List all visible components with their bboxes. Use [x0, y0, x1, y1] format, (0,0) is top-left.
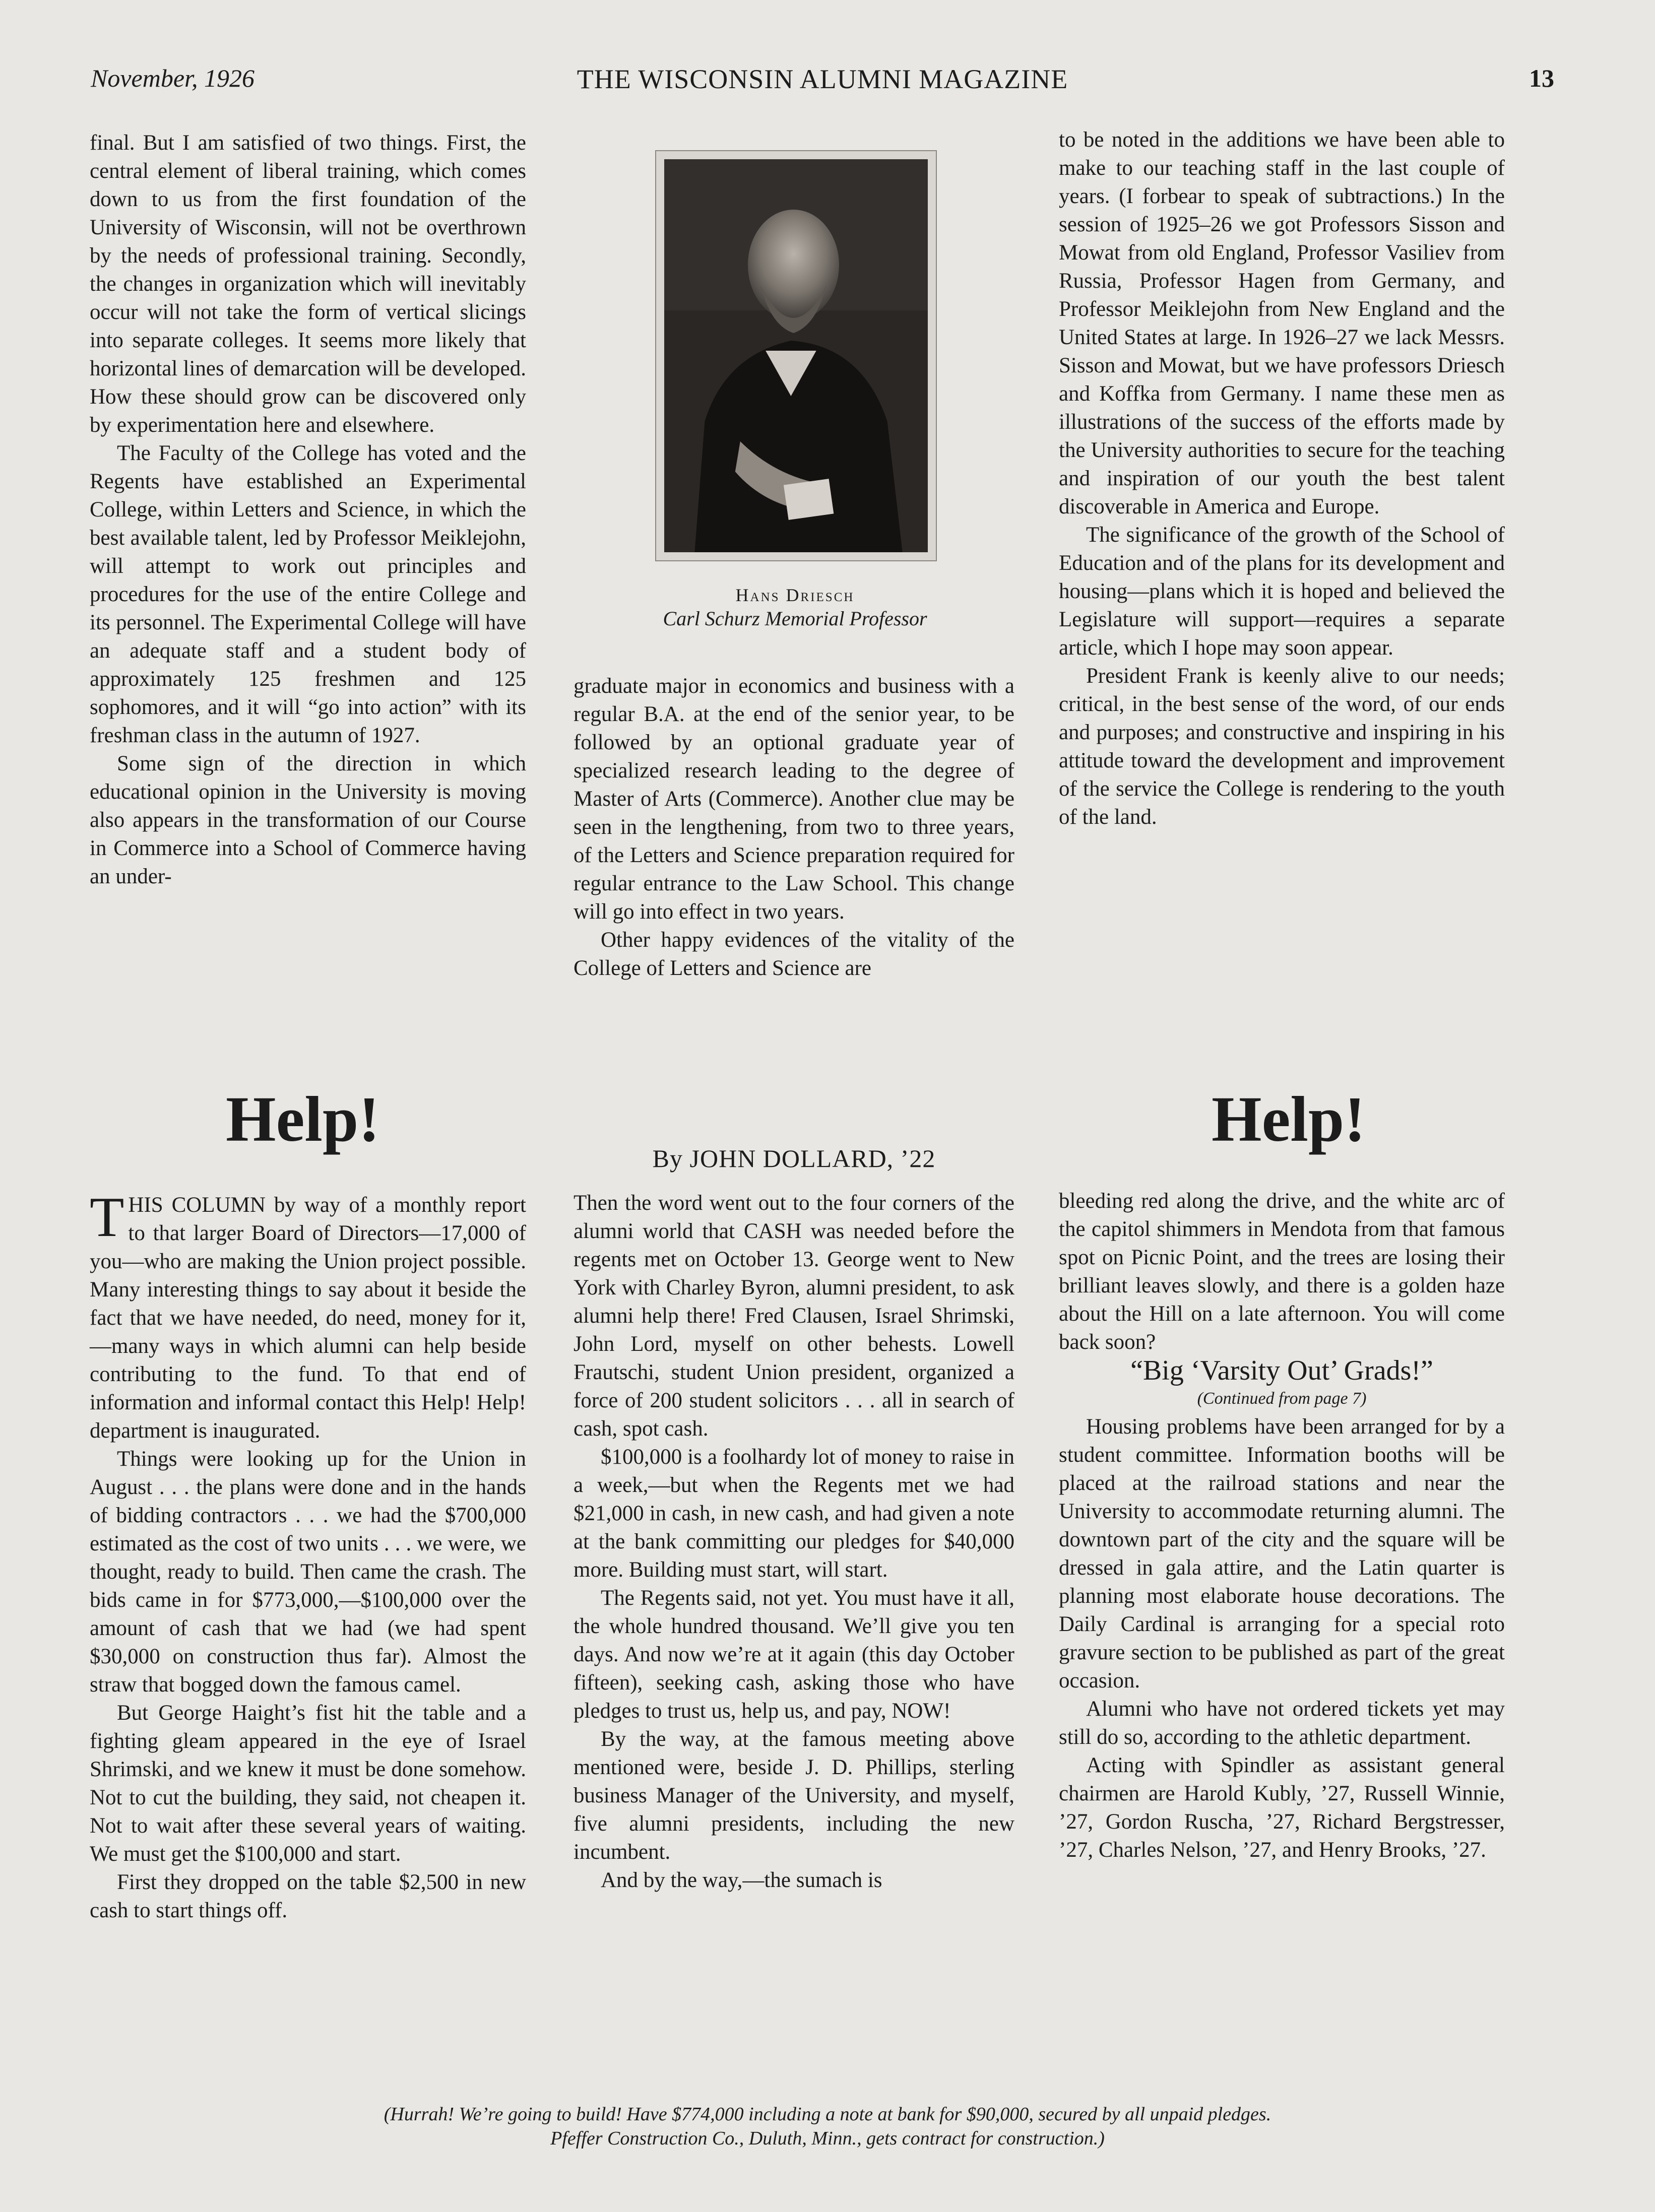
help-heading-right: Help!	[1212, 1083, 1366, 1155]
lead-paragraph	[90, 1186, 526, 1445]
lead-text: HIS COLUMN by way of a monthly report to that larger Board of Directors—17,000 of you—who are making the Union project possible. Many interesting things to say about it beside the fact that we have needed, do need, money for it,—many ways in which alumni can help beside contributing to the fund. To that end of information and informal contact this Help! Help! department is inaugurated.	[90, 1193, 526, 1443]
paragraph: Some sign of the direction in which educational opinion in the University is moving also appears in the transformation of our Course in Commerce into a School of Commerce having an under-	[90, 752, 526, 888]
top-article-column-1	[90, 129, 526, 891]
paragraph: graduate major in economics and business with a regular B.A. at the end of the senior year, to be followed by an optional graduate year of specialized research leading to the degree of Master of Arts (Commerce). Another clue may be seen in the lengthening, from two to three years, of the Letters and Science preparation required for regular entrance to the Law School. This change will go into effect in two years.	[574, 674, 1014, 924]
paragraph: to be noted in the additions we have been able to make to our teaching staff in the last couple of years. (I forbear to speak of subtractions.) In the session of 1925–26 we got Professors Sisson and Mowat from old England, Professor Vasiliev from Russia, Professor Hagen from Germany, and Professor Meiklejohn from New England and the United States at large. In 1926–27 we lack Messrs. Sisson and Mowat, but we have professors Driesch and Koffka from Germany. I name these men as illustrations of the success of the efforts made by the University authorities to secure for the teaching and inspiration of our youth the best talent discoverable in America and Europe.	[1059, 128, 1505, 518]
paragraph: Alumni who have not ordered tickets yet may still do so, according to the athletic department.	[1059, 1697, 1505, 1749]
portrait-illustration	[664, 159, 928, 552]
portrait-photo	[664, 159, 928, 552]
photo-caption-name: Hans Driesch	[735, 585, 855, 605]
footnote-line-2: Pfeffer Construction Co., Duluth, Minn., gets contract for construction.)	[550, 2128, 1105, 2149]
paragraph: final. But I am satisfied of two things. First, the central element of liberal training, which comes down to us from the first foundation of the University of Wisconsin, will not be overthrown by the needs of professional training. Secondly, the changes in organization which will inevitably occur will not take the form of vertical slicings into separate colleges. It seems more likely that horizontal lines of demarcation will be developed. How these should grow can be discovered only by experimentation here and elsewhere.	[90, 131, 526, 437]
varsity-article-title: “Big ‘Varsity Out’ Grads!”	[1130, 1355, 1433, 1386]
paragraph: Things were looking up for the Union in August . . . the plans were done and in the hands of bidding contractors . . . we had the $700,000 estimated as the cost of two units . . . we were, we thought, ready to build. Then came the crash. The bids came in for $773,000,—$100,000 over the amount of cash that we had (we had spent $30,000 on construction thus far). Almost the straw that bogged down the famous camel.	[90, 1447, 526, 1697]
paragraph: The significance of the growth of the School of Education and of the plans for its development and housing—plans which it is hoped and believed the Legislature will support—requires a separate article, which I hope may soon appear.	[1059, 523, 1505, 660]
continued-note: (Continued from page 7)	[1197, 1389, 1367, 1408]
portrait-photo-frame	[655, 150, 937, 561]
running-head	[91, 59, 1554, 105]
paragraph: $100,000 is a foolhardy lot of money to raise in a week,—but when the Regents met we had $21,000 in cash, in new cash, and had given a note at the bank committing our pledges for $40,000 more. Building must start, will start.	[574, 1445, 1014, 1582]
paragraph: Then the word went out to the four corners of the alumni world that CASH was needed before the regents met on October 13. George went to New York with Charley Byron, alumni president, to ask alumni help there! Fred Clausen, Israel Shrimski, John Lord, myself on other behests. Lowell Frautschi, student Union president, organized a force of 200 student solicitors . . . all in search of cash, spot cash.	[574, 1191, 1014, 1441]
paragraph: bleeding red along the drive, and the white arc of the capitol shimmers in Mendota from that famous spot on Picnic Point, and the trees are losing their brilliant leaves slowly, and there is a golden haze about the Hill on a late afternoon. You will come back soon?	[1059, 1189, 1505, 1354]
magazine-title: THE WISCONSIN ALUMNI MAGAZINE	[577, 64, 1068, 94]
help-heading-left: Help!	[226, 1083, 380, 1155]
drop-cap: T	[90, 1186, 124, 1249]
paragraph: By the way, at the famous meeting above mentioned were, beside J. D. Phillips, sterling business Manager of the University, and myself, five alumni presidents, including the new incumbent.	[574, 1727, 1014, 1864]
paragraph: And by the way,—the sumach is	[601, 1868, 882, 1892]
paragraph: First they dropped on the table $2,500 in new cash to start things off.	[90, 1870, 526, 1922]
help-column-2	[574, 1189, 1014, 1895]
photo-caption-title: Carl Schurz Memorial Professor	[663, 607, 927, 630]
help-column-3	[1059, 1187, 1505, 1864]
help-column-1	[90, 1186, 526, 1925]
top-article-column-2	[574, 672, 1014, 983]
top-article-column-3	[1059, 126, 1505, 831]
issue-date: November, 1926	[91, 64, 254, 92]
paragraph: Acting with Spindler as assistant general chairmen are Harold Kubly, ’27, Russell Winnie, ’27, Gordon Ruscha, ’27, Richard Bergstresser, ’27, Charles Nelson, ’27, and Henry Brooks, ’27.	[1059, 1753, 1505, 1862]
paragraph: The Faculty of the College has voted and the Regents have established an Experimental College, within Letters and Science, in which the best available talent, led by Professor Meiklejohn, will attempt to work out principles and procedures for the use of the entire College and its personnel. The Experimental College will have an adequate staff and a student body of approximately 125 freshmen and 125 sophomores, and it will “go into action” with its freshman class in the autumn of 1927.	[90, 441, 526, 747]
footnote-line-1: (Hurrah! We’re going to build! Have $774,000 including a note at bank for $90,000, secured by all unpaid pledges.	[384, 2104, 1271, 2125]
paragraph: The Regents said, not yet. You must have it all, the whole hundred thousand. We’ll give you ten days. And now we’re at it again (this day October fifteen), seeking cash, asking those who have pledges to trust us, help us, and pay, NOW!	[574, 1586, 1014, 1723]
byline: By JOHN DOLLARD, ’22	[652, 1144, 936, 1173]
paragraph: President Frank is keenly alive to our needs; critical, in the best sense of the word, of our ends and purposes; and constructive and inspiring in his attitude toward the development and improvement of the service the College is rendering to the youth of the land.	[1059, 664, 1505, 829]
footnote	[141, 2102, 1514, 2151]
paragraph: Other happy evidences of the vitality of the College of Letters and Science are	[574, 928, 1014, 980]
page-number: 13	[1529, 64, 1554, 92]
paragraph: But George Haight’s fist hit the table and a fighting gleam appeared in the eye of Israel Shrimski, and we knew it must be done somehow. Not to cut the building, they said, not cheapen it. Not to wait after these several years of waiting. We must get the $100,000 and start.	[90, 1701, 526, 1866]
paragraph: Housing problems have been arranged for by a student committee. Information booths will be placed at the railroad stations and near the University to accommodate returning alumni. The downtown part of the city and the square will be dressed in gala attire, and the Latin quarter is planning most elaborate house decorations. The Daily Cardinal is arranging for a special roto gravure section to be published as part of the great occasion.	[1059, 1415, 1505, 1693]
